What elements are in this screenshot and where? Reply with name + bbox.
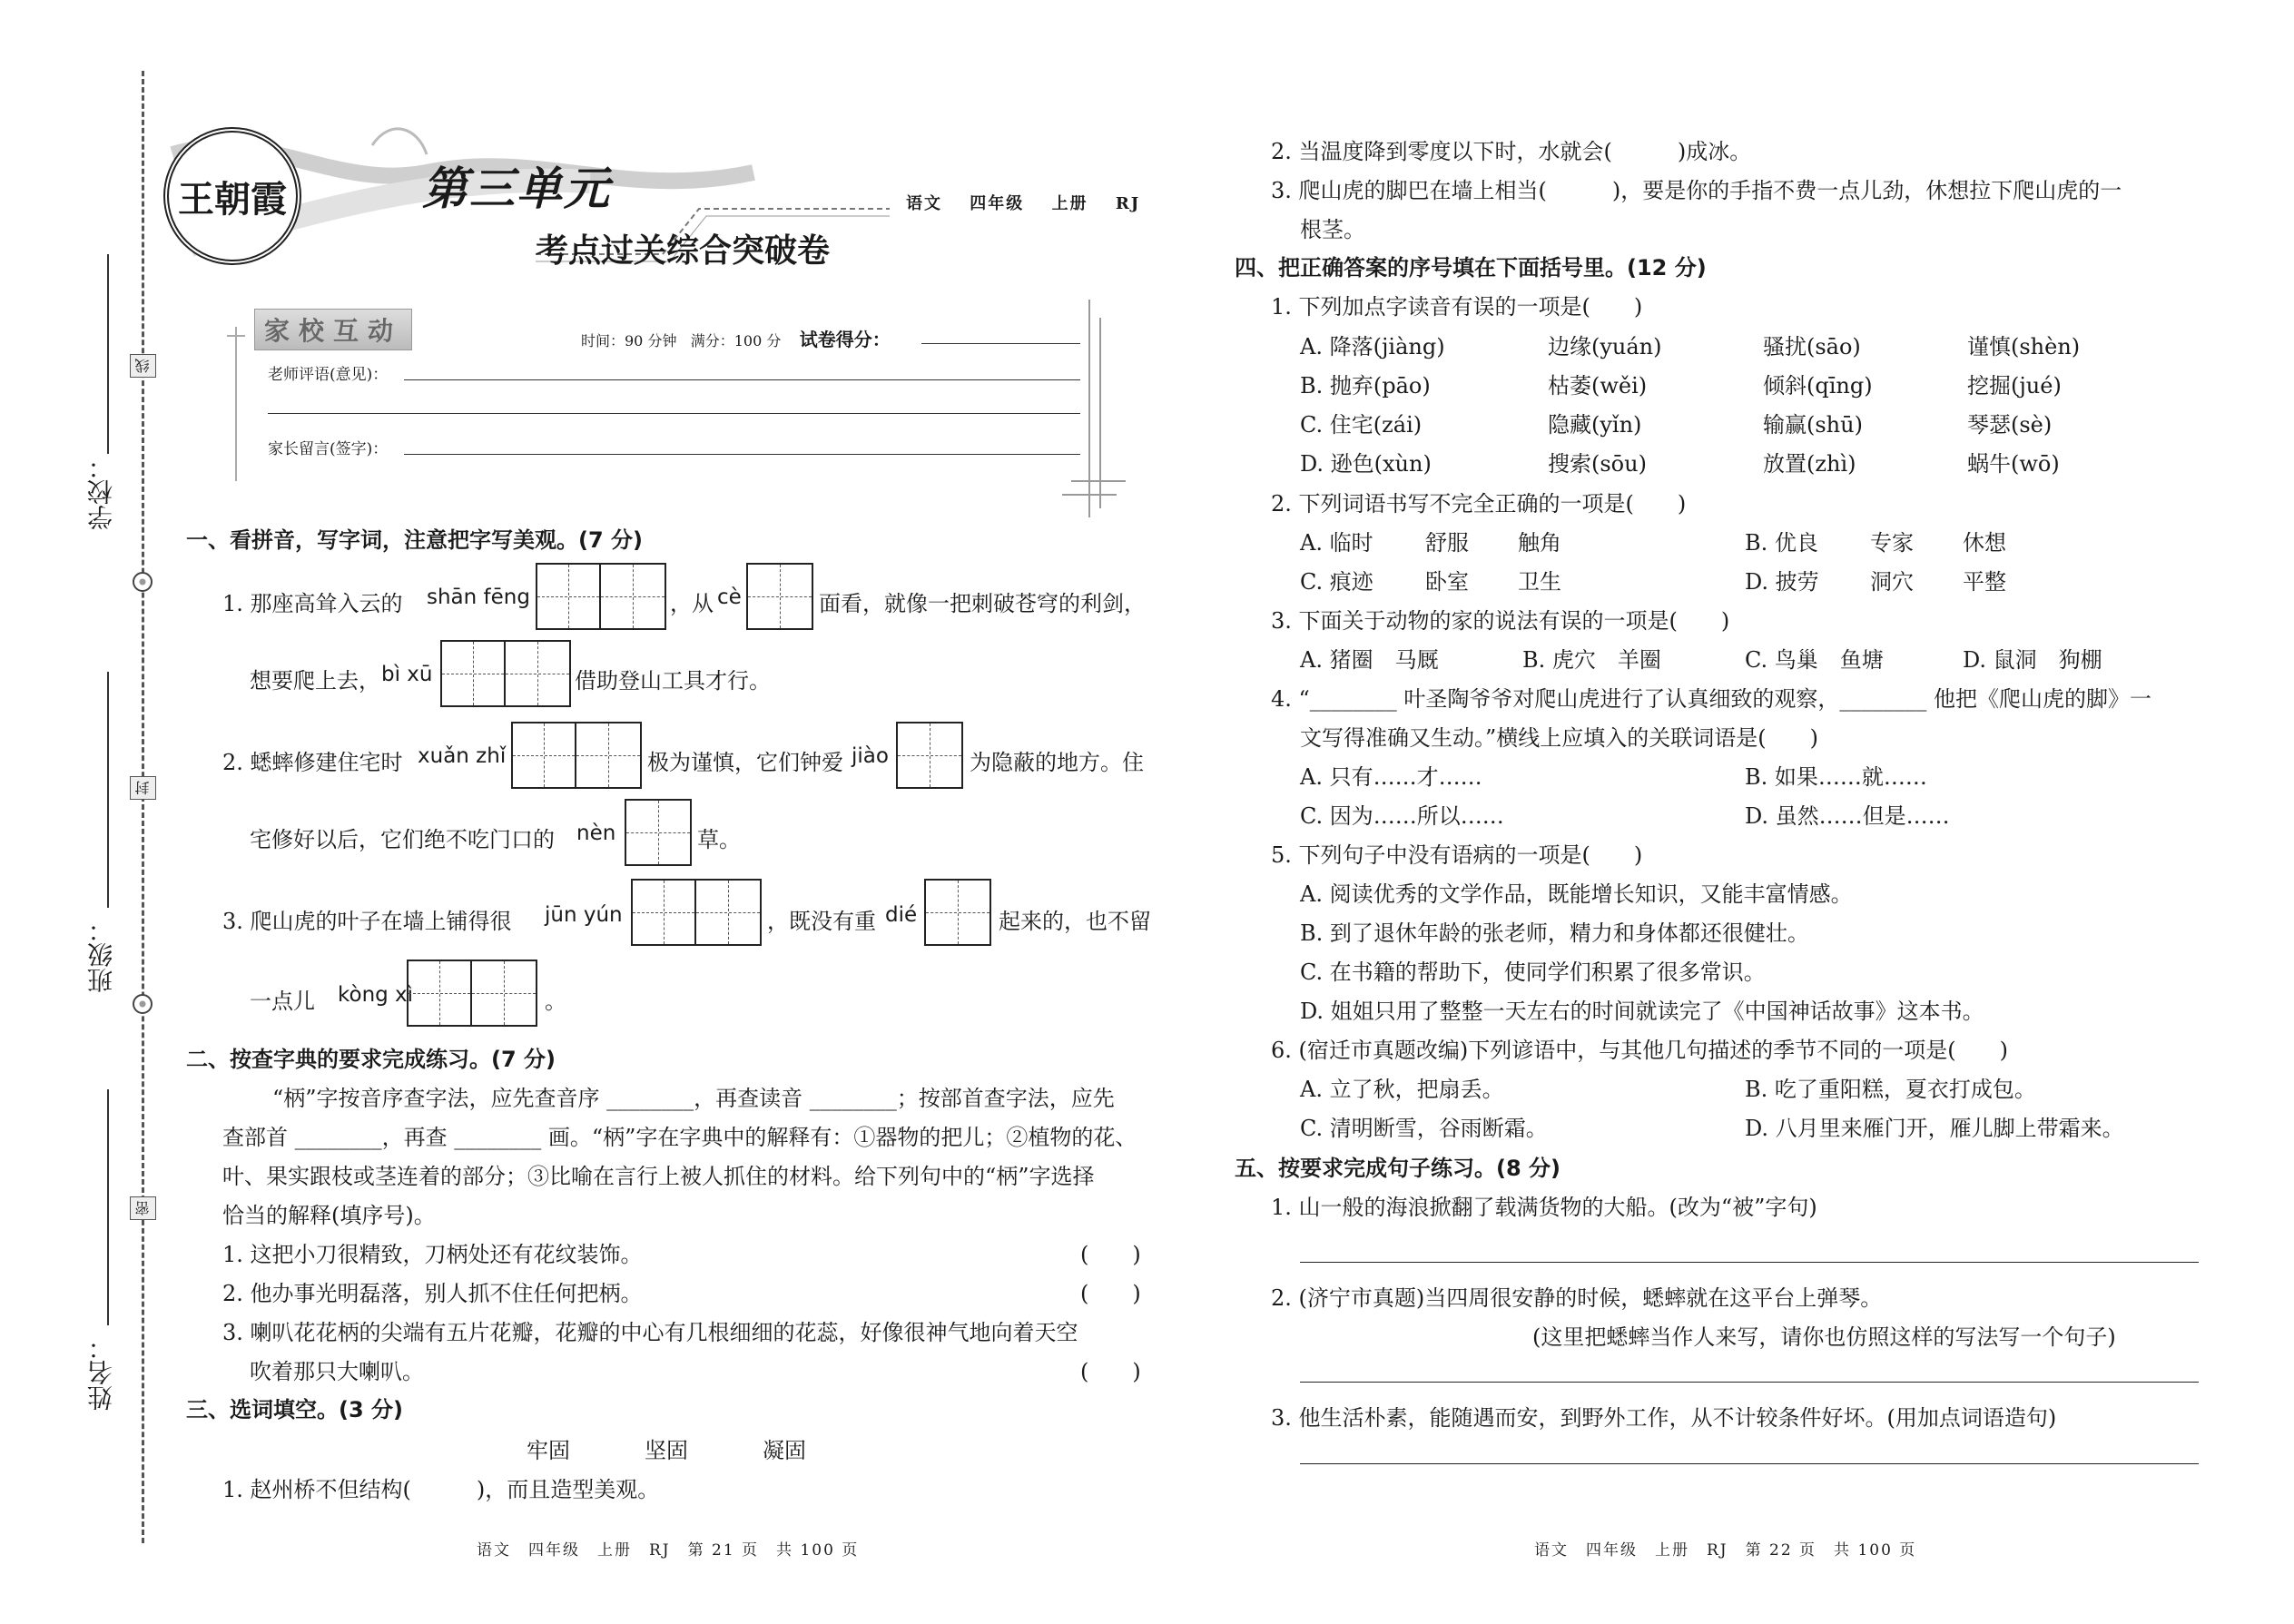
section-3-q3-a: 3. 爬山虎的脚巴在墙上相当( )，要是你的手指不费一点儿劲，休想拉下爬山虎的一 [1271, 178, 2122, 203]
exam-title: 考点过关综合突破卷 [536, 232, 831, 270]
q4-option-d: D. 虽然……但是…… [1745, 803, 1950, 829]
section-5-q2-answer-line[interactable] [1300, 1382, 2199, 1383]
binding-tag-seal: 密 [130, 1196, 156, 1220]
q2-option-a-3: 触角 [1518, 530, 1561, 556]
q4-option-b: B. 如果……就…… [1745, 764, 1927, 790]
binding-hole-icon [133, 994, 153, 1014]
parent-note-label: 家长留言(签字)： [268, 440, 389, 458]
q3-option-a: A. 猪圈 马厩 [1300, 647, 1439, 673]
q1-text-d: 想要爬上去， [250, 668, 380, 694]
exam-full-score: 满分：100 分 [690, 332, 782, 349]
section-4-q6: 6. (宿迁市真题改编)下列谚语中，与其他几句描述的季节不同的一项是( ) [1271, 1038, 2008, 1063]
q1-option-c-3: 输赢(shū) [1763, 412, 1863, 438]
class-field[interactable] [107, 672, 109, 908]
q1-option-c-1: C. 住宅(zái) [1300, 412, 1423, 438]
q2-option-a-1: A. 临时 [1300, 530, 1373, 556]
section-3-q1: 1. 赵州桥不但结构( )，而且造型美观。 [222, 1477, 660, 1502]
section-1-title: 一、看拼音，写字词，注意把字写美观。(7 分) [186, 527, 643, 553]
q1-text-c: 面看，就像一把刺破苍穹的利剑， [819, 591, 1146, 616]
section-5-q2: 2. (济宁市真题)当四周很安静的时候，蟋蟀就在这平台上弹琴。 [1271, 1285, 1883, 1311]
q6-option-c: C. 清明断雪，谷雨断霜。 [1300, 1116, 1548, 1141]
publisher-logo [163, 127, 301, 265]
q4-option-c: C. 因为……所以…… [1300, 803, 1504, 829]
q3-text-e: 。 [545, 989, 566, 1014]
q2-option-a-2: 舒服 [1425, 530, 1469, 556]
score-field[interactable] [921, 343, 1080, 344]
q1-option-d-2: 搜索(sōu) [1548, 451, 1647, 477]
q2-option-b-1: B. 优良 [1745, 530, 1818, 556]
q3-pinyin-2: dié [885, 903, 918, 927]
teacher-comment-label: 老师评语(意见)： [268, 366, 389, 384]
section-2-q2: 2. 他办事光明磊落，别人抓不住任何把柄。 [222, 1281, 643, 1306]
q2-option-c-1: C. 痕迹 [1300, 569, 1373, 595]
section-2-q3-answer[interactable]: ( ) [1080, 1359, 1141, 1384]
q2-text-c: 为隐蔽的地方。住 [970, 750, 1144, 775]
section-5-title: 五、按要求完成句子练习。(8 分) [1235, 1156, 1561, 1181]
binding-tag-seal: 封 [130, 776, 156, 800]
section-3-q3-b: 根茎。 [1300, 217, 1365, 242]
q3-answer-grid-1[interactable] [631, 879, 762, 946]
q3-option-b: B. 虎穴 羊圈 [1522, 647, 1661, 673]
word-option-3: 凝固 [763, 1438, 806, 1463]
section-5-q1-answer-line[interactable] [1300, 1262, 2199, 1263]
section-3-title: 三、选词填空。(3 分) [186, 1397, 403, 1422]
q3-option-d: D. 鼠洞 狗棚 [1963, 647, 2102, 673]
q3-text-a: 3. 爬山虎的叶子在墙上铺得很 [222, 909, 512, 934]
subject-tags [906, 191, 1160, 214]
q1-option-b-1: B. 抛弃(pāo) [1300, 373, 1431, 399]
q2-pinyin-2: jiào [852, 744, 889, 768]
section-4-q5: 5. 下列句子中没有语病的一项是( ) [1271, 842, 1643, 868]
section-2-q2-answer[interactable]: ( ) [1080, 1281, 1141, 1306]
q2-answer-grid-2[interactable] [896, 722, 963, 789]
section-4-q4-a: 4. “________ 叶圣陶爷爷对爬山虎进行了认真细致的观察，________ 他把《爬山虎的脚》一 [1271, 686, 2152, 712]
name-field[interactable] [107, 1089, 109, 1325]
q3-text-b: ，既没有重 [767, 909, 876, 934]
q2-option-b-3: 休想 [1963, 530, 2006, 556]
binding-hole-icon [133, 572, 153, 592]
binding-tag-seal: 线 [130, 354, 156, 378]
q3-text-c: 起来的，也不留 [999, 909, 1151, 934]
section-4-q1: 1. 下列加点字读音有误的一项是( ) [1271, 294, 1643, 320]
q2-answer-grid-3[interactable] [625, 799, 692, 866]
logo-text: 王朝霞 [178, 177, 287, 221]
q1-option-d-1: D. 逊色(xùn) [1300, 451, 1432, 477]
section-2-para-4: 恰当的解释(填序号)。 [222, 1203, 436, 1228]
q5-option-d: D. 姐姐只用了整整一天左右的时间就读完了《中国神话故事》这本书。 [1300, 999, 1984, 1024]
q5-option-c: C. 在书籍的帮助下，使同学们积累了很多常识。 [1300, 960, 1766, 985]
section-4-title: 四、把正确答案的序号填在下面括号里。(12 分) [1235, 255, 1707, 281]
q1-option-c-2: 隐藏(yǐn) [1548, 412, 1642, 438]
word-option-2: 坚固 [645, 1438, 688, 1463]
q6-option-a: A. 立了秋，把扇丢。 [1300, 1077, 1504, 1102]
q1-option-c-4: 琴瑟(sè) [1967, 412, 2053, 438]
q3-pinyin-1: jūn yún [545, 903, 623, 927]
q3-option-c: C. 鸟巢 鱼塘 [1745, 647, 1884, 673]
section-4-q4-b: 文写得准确又生动。”横线上应填入的关联词语是( ) [1300, 725, 1818, 751]
section-3-q2: 2. 当温度降到零度以下时，水就会( )成冰。 [1271, 139, 1752, 164]
edition-tag: RJ [1115, 194, 1141, 213]
q1-text-b: ，从 [670, 591, 714, 616]
q2-pinyin-3: nèn [576, 822, 616, 845]
section-2-para-3: 叶、果实跟枝或茎连着的部分；③比喻在言行上被人抓住的材料。给下列句中的“柄”字选择 [222, 1164, 1095, 1189]
q2-text-d: 宅修好以后，它们绝不吃门口的 [250, 827, 555, 852]
q2-text-b: 极为谨慎，它们钟爱 [647, 750, 843, 775]
binding-line [142, 71, 144, 1543]
section-2-q1-answer[interactable]: ( ) [1080, 1242, 1141, 1267]
section-5-q3: 3. 他生活朴素，能随遇而安，到野外工作，从不计较条件好坏。(用加点词语造句) [1271, 1405, 2057, 1431]
q2-pinyin-1: xuǎn zhǐ [418, 744, 507, 768]
exam-time: 时间：90 分钟 [581, 332, 677, 349]
section-2-para-2: 查部首 ________，再查 ________ 画。“柄”字在字典中的解释有：①器物的把儿；②植物的花、 [222, 1125, 1137, 1150]
q2-option-d-2: 洞穴 [1870, 569, 1914, 595]
q1-answer-grid-3[interactable] [440, 640, 571, 707]
q2-option-b-2: 专家 [1870, 530, 1914, 556]
school-label: 学校： [86, 454, 116, 530]
subject-tag: 语文 [906, 194, 942, 213]
word-option-1: 牢固 [527, 1438, 570, 1463]
section-4-q2: 2. 下列词语书写不完全正确的一项是( ) [1271, 491, 1687, 517]
q1-text-a: 1. 那座高耸入云的 [222, 591, 403, 616]
section-2-q1: 1. 这把小刀很精致，刀柄处还有花纹装饰。 [222, 1242, 643, 1267]
q5-option-b: B. 到了退休年龄的张老师，精力和身体都还很健壮。 [1300, 920, 1809, 946]
q1-text-e: 借助登山工具才行。 [575, 668, 771, 694]
q2-text-a: 2. 蟋蟀修建住宅时 [222, 750, 403, 775]
grade-tag: 四年级 [970, 194, 1025, 213]
q1-option-a-2: 边缘(yuán) [1548, 334, 1662, 359]
q6-option-d: D. 八月里来雁门开，雁儿脚上带霜来。 [1745, 1116, 2124, 1141]
q3-answer-grid-2[interactable] [924, 879, 991, 946]
unit-title: 第三单元 [422, 162, 611, 215]
section-2-q3-b: 吹着那只大喇叭。 [250, 1359, 424, 1384]
class-label: 班级： [86, 917, 116, 993]
teacher-comment-field-2[interactable] [268, 413, 1080, 414]
section-5-q1: 1. 山一般的海浪掀翻了载满货物的大船。(改为“被”字句) [1271, 1195, 1817, 1220]
school-field[interactable] [107, 254, 109, 454]
q1-option-a-3: 骚扰(sāo) [1763, 334, 1861, 359]
q1-pinyin-2: cè [717, 586, 742, 609]
score-label: 试卷得分： [799, 329, 891, 350]
parent-note-field[interactable] [404, 454, 1080, 455]
q4-option-a: A. 只有……才…… [1300, 764, 1482, 790]
q1-option-d-3: 放置(zhì) [1763, 451, 1856, 477]
q2-text-e: 草。 [697, 827, 741, 852]
section-2-title: 二、按查字典的要求完成练习。(7 分) [186, 1047, 556, 1072]
teacher-comment-field[interactable] [404, 379, 1080, 380]
q3-answer-grid-3[interactable] [407, 960, 537, 1027]
term-tag: 上册 [1051, 194, 1088, 213]
section-5-q2-note: (这里把蟋蟀当作人来写，请你也仿照这样的写法写一个句子) [1532, 1324, 2116, 1350]
section-4-q3: 3. 下面关于动物的家的说法有误的一项是( ) [1271, 608, 1730, 634]
home-school-label: 家校互动 [254, 309, 412, 350]
q1-option-d-4: 蜗牛(wō) [1967, 451, 2060, 477]
section-5-q3-answer-line[interactable] [1300, 1463, 2199, 1464]
q1-option-b-3: 倾斜(qīng) [1763, 373, 1873, 399]
q5-option-a: A. 阅读优秀的文学作品，既能增长知识，又能丰富情感。 [1300, 881, 1853, 907]
q3-pinyin-3: kòng xì [338, 983, 414, 1007]
q6-option-b: B. 吃了重阳糕，夏衣打成包。 [1745, 1077, 2036, 1102]
q1-pinyin-3: bì xū [381, 663, 433, 686]
q1-option-b-2: 枯萎(wěi) [1548, 373, 1648, 399]
q3-text-d: 一点儿 [250, 989, 315, 1014]
name-label: 姓名： [86, 1334, 116, 1411]
q1-option-b-4: 挖掘(jué) [1967, 373, 2062, 399]
q2-answer-grid-1[interactable] [511, 722, 642, 789]
section-2-q3-a: 3. 喇叭花花柄的尖端有五片花瓣，花瓣的中心有几根细细的花蕊，好像很神气地向着天空 [222, 1320, 1078, 1345]
page-footer-left: 语文 四年级 上册 RJ 第 21 页 共 100 页 [477, 1541, 860, 1560]
q2-option-c-3: 卫生 [1518, 569, 1561, 595]
page-footer-right: 语文 四年级 上册 RJ 第 22 页 共 100 页 [1534, 1541, 1917, 1560]
q1-option-a-4: 谨慎(shèn) [1967, 334, 2081, 359]
q1-pinyin-1: shān fēng [427, 586, 530, 609]
q1-answer-grid-1[interactable] [536, 563, 666, 630]
q2-option-c-2: 卧室 [1425, 569, 1469, 595]
q2-option-d-3: 平整 [1963, 569, 2006, 595]
q2-option-d-1: D. 披劳 [1745, 569, 1819, 595]
section-2-para-1: “柄”字按音序查字法，应先查音序 ________，再查读音 ________；按部首查字法，应先 [272, 1086, 1115, 1111]
q1-option-a-1: A. 降落(jiàng) [1300, 334, 1445, 359]
exam-meta [581, 325, 891, 351]
q1-answer-grid-2[interactable] [746, 563, 813, 630]
